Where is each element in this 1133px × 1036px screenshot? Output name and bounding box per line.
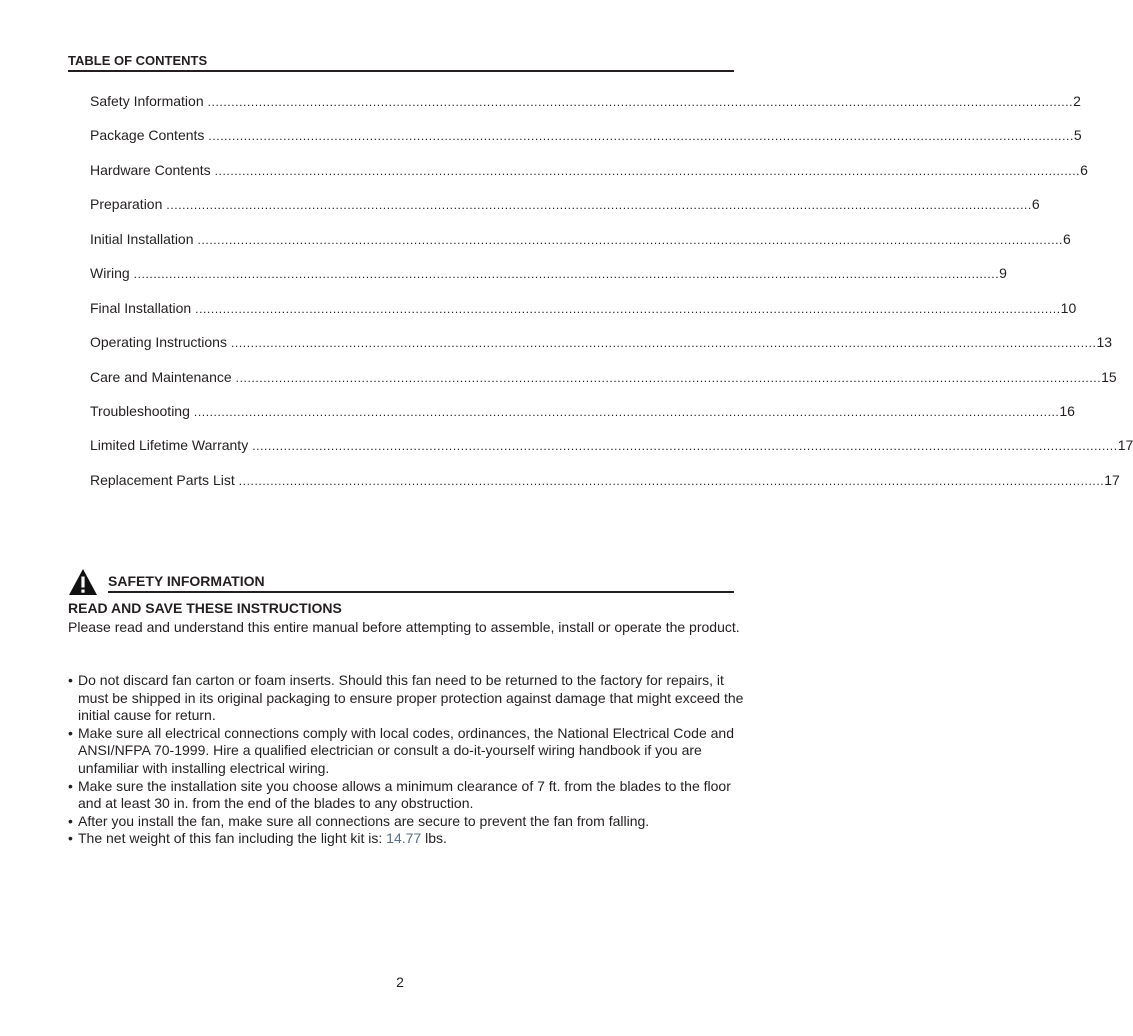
toc-leader-dots: ............................................................................................................................................................................................................................ (208, 129, 1074, 144)
toc-entry-label: Hardware Contents (90, 161, 211, 178)
toc-entry-label: Care and Maintenance (90, 368, 232, 385)
toc-entry-label: Limited Lifetime Warranty (90, 437, 249, 454)
toc-entry-label: Initial Installation (90, 230, 194, 247)
toc-entry-label: Preparation (90, 196, 163, 213)
toc-entry[interactable] (90, 436, 1133, 470)
page-number: 2 (396, 974, 404, 990)
warning-icon (68, 568, 98, 596)
bullet-text: Make sure the installation site you choose allows a minimum clearance of 7 ft. from the blades to the floor and at least 30 in. from the end of the blades to any obstruction. (78, 777, 731, 812)
toc-entry-label: Replacement Parts List (90, 471, 235, 488)
toc-entry[interactable] (90, 264, 1007, 298)
bullet-icon: • (68, 777, 73, 794)
safety-subtitle: READ AND SAVE THESE INSTRUCTIONS (68, 600, 342, 616)
list-item (68, 725, 748, 778)
toc-list (90, 92, 1133, 505)
toc-leader-dots: ............................................................................................................................................................................................................................ (133, 267, 1000, 282)
toc-entry[interactable] (90, 299, 1077, 333)
toc-entry-page: 5 (1073, 127, 1082, 144)
toc-entry-label: Troubleshooting (90, 402, 190, 419)
toc-entry-page: 16 (1059, 402, 1075, 419)
bullet-icon: • (68, 672, 73, 688)
toc-entry[interactable] (90, 161, 1088, 195)
toc-entry[interactable] (90, 92, 1081, 126)
toc-entry-label: Safety Information (90, 93, 204, 109)
toc-entry-page: 2 (1073, 93, 1081, 109)
toc-entry-page: 13 (1096, 334, 1113, 351)
toc-leader-dots: ............................................................................................................................................................................................................................ (193, 404, 1060, 419)
toc-entry-page: 6 (1080, 161, 1088, 178)
list-item (68, 813, 748, 831)
toc-entry-page: 15 (1101, 368, 1117, 385)
bullet-text: Do not discard fan carton or foam inserts. Should this fan need to be returned to the factory for repairs, it must be shipped in its original packaging to ensure proper protection against damage that might exceed the initial cause for return. (78, 672, 744, 724)
toc-entry-page: 17 (1117, 437, 1133, 454)
toc-entry[interactable] (90, 126, 1082, 160)
list-item (68, 778, 748, 813)
bullet-icon: • (68, 812, 73, 829)
toc-entry[interactable] (90, 230, 1071, 264)
toc-entry-label: Package Contents (90, 127, 205, 144)
toc-title: TABLE OF CONTENTS (68, 53, 734, 72)
toc-entry[interactable] (90, 471, 1120, 505)
toc-entry-page: 6 (1031, 196, 1040, 213)
toc-leader-dots: ............................................................................................................................................................................................................................ (235, 370, 1102, 385)
toc-leader-dots: ............................................................................................................................................................................................................................ (238, 473, 1105, 488)
toc-leader-dots: ............................................................................................................................................................................................................................ (207, 95, 1074, 109)
toc-entry[interactable] (90, 402, 1075, 436)
toc-entry-page: 9 (999, 265, 1007, 282)
safety-intro: Please read and understand this entire manual before attempting to assemble, install or operate the product. (68, 619, 740, 635)
toc-leader-dots: ............................................................................................................................................................................................................................ (214, 163, 1081, 178)
toc-entry-page: 10 (1060, 299, 1077, 316)
toc-entry-label: Wiring (90, 265, 130, 282)
toc-entry[interactable] (90, 195, 1040, 229)
toc-entry-label: Operating Instructions (90, 334, 227, 351)
toc-leader-dots: ............................................................................................................................................................................................................................ (230, 336, 1097, 351)
fan-weight-value: 14.77 (386, 830, 422, 847)
bullet-text: The net weight of this fan including the light kit is: (78, 830, 387, 847)
toc-entry-page: 6 (1063, 230, 1071, 247)
toc-entry-label: Final Installation (90, 299, 192, 316)
bullet-text: Make sure all electrical connections comply with local codes, ordinances, the National Electrical Code and ANSI/NFPA 70-1999. Hire a qualified electrician or consult a do-it-yourself wiring handbook if you are unfamiliar with installing electrical wiring. (78, 724, 734, 776)
toc-entry-page: 17 (1104, 471, 1120, 488)
safety-bullet-list (68, 672, 748, 848)
toc-entry[interactable] (90, 333, 1113, 367)
toc-leader-dots: ............................................................................................................................................................................................................................ (166, 198, 1032, 213)
bullet-text: After you install the fan, make sure all connections are secure to prevent the fan from falling. (78, 812, 650, 829)
safety-title: SAFETY INFORMATION (108, 573, 734, 593)
toc-entry[interactable] (90, 368, 1117, 402)
toc-leader-dots: ............................................................................................................................................................................................................................ (195, 301, 1061, 316)
bullet-icon: • (68, 830, 73, 847)
toc-leader-dots: ............................................................................................................................................................................................................................ (197, 232, 1063, 247)
bullet-icon: • (68, 724, 73, 741)
list-item (68, 830, 748, 848)
toc-leader-dots: ............................................................................................................................................................................................................................ (252, 439, 1118, 454)
fan-weight-unit: lbs. (421, 830, 447, 847)
list-item (68, 672, 748, 725)
